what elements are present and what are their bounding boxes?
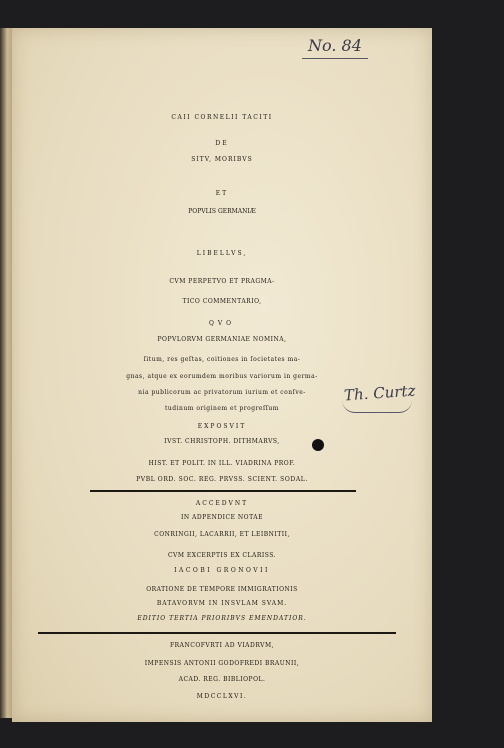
- appendix-line-3: CVM EXCERPTIS EX CLARISS.: [167, 552, 277, 559]
- divider-rule-2: [38, 632, 396, 634]
- exposvit-label: EXPOSVIT: [197, 423, 247, 430]
- editor-title-1: HIST. ET POLIT. IN ILL. VIADRINA PROF.: [148, 460, 296, 467]
- editor-name: IVST. CHRISTOPH. DITHMARVS,: [164, 438, 280, 445]
- gronovius-name: IACOBI GRONOVII: [174, 567, 270, 574]
- appendix-line-2: CONRINGII, LACARRII, ET LEIBNITII,: [154, 531, 290, 538]
- author-line: CAII CORNELII TACITI: [171, 114, 273, 121]
- subtitle-qvo: QVO: [208, 320, 236, 327]
- title-et: ET: [215, 190, 229, 197]
- owner-signature-swash: [342, 400, 412, 413]
- title-libellus: LIBELLVS,: [196, 250, 248, 257]
- owner-signature: Th. Curtz: [343, 381, 416, 405]
- imprint-publisher: IMPENSIS ANTONII GODOFREDI BRAUNII,: [144, 660, 300, 667]
- description-line-2: gnas, atque ex eorumdem moribus variorum in germa-: [126, 373, 318, 380]
- imprint-place: FRANCOFVRTI AD VIADRVM,: [169, 642, 275, 649]
- edition-statement: EDITIO TERTIA PRIORIBVS EMENDATIOR.: [137, 615, 307, 622]
- title-situ: SITV, MORIBVS: [191, 156, 253, 163]
- oration-line-1: ORATIONE DE TEMPORE IMMIGRATIONIS: [146, 586, 298, 593]
- subtitle-line-2: TICO COMMENTARIO,: [182, 298, 262, 305]
- book-spine-edge: [0, 28, 12, 718]
- title-page: [12, 28, 432, 722]
- imprint-role: ACAD. REG. BIBLIOPOL.: [178, 676, 266, 683]
- editor-title-2: PVBL ORD. SOC. REG. PRVSS. SCIENT. SODAL.: [136, 476, 308, 483]
- oration-line-2: BATAVORVM IN INSVLAM SVAM.: [156, 600, 288, 607]
- accedvnt-label: ACCEDVNT: [195, 500, 249, 507]
- appendix-line-1: IN ADPENDICE NOTAE: [181, 514, 263, 521]
- shelfmark-underline: [302, 58, 368, 59]
- divider-rule-1: [90, 490, 356, 492]
- subtitle-line-1: CVM PERPETVO ET PRAGMA-: [169, 278, 275, 285]
- imprint-year: MDCCLXVI.: [196, 693, 248, 700]
- description-line-3: nia publicorum ac privatorum iurium et conſve-: [138, 389, 306, 396]
- ink-blot: [312, 439, 324, 451]
- shelfmark-handwriting: No. 84: [308, 36, 362, 55]
- description-line-1: ſitum, res geſtas, coitiones in ſocietates ma-: [143, 356, 301, 363]
- title-de: DE: [215, 140, 229, 147]
- description-line-4: tudinum originem et progreſſum: [165, 405, 279, 412]
- subtitle-line-3: POPVLORVM GERMANIAE NOMINA,: [157, 336, 287, 343]
- title-populis: POPVLIS GERMANIÆ: [188, 208, 256, 215]
